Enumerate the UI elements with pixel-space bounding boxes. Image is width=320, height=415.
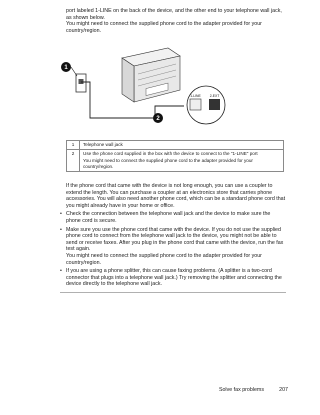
intro-line-2: You might need to connect the supplied phone cord to the adapter provided for your country/region. [66, 21, 262, 34]
port-label-1-line: 1-LINE [190, 94, 201, 98]
intro-line-1: port labeled 1-LINE on the back of the device, and the other end to your telephone wall jack, as shown below. [66, 8, 282, 21]
callout-1 [61, 62, 71, 72]
callout-2 [153, 113, 163, 123]
bullet-text: • Make sure you use the phone cord that came with the device. If you do not use the supplied phone cord to connect from the telephone wall jack to the device, you might not be able to send or receive faxes. After you plug in the phone cord that came with the device, run the fax test again. [66, 226, 284, 253]
bullet-list [60, 211, 286, 288]
footer-page-number: 207 [279, 387, 288, 393]
bullet-item [60, 211, 286, 224]
legend-number: 2 [67, 149, 80, 171]
intro-text [66, 8, 284, 34]
legend-description: Telephone wall jack [83, 142, 123, 147]
connection-illustration [60, 44, 230, 126]
legend-row [67, 149, 284, 171]
legend-text [80, 141, 284, 150]
footer-section-title: Solve fax problems [218, 387, 264, 393]
legend-note: You might need to connect the supplied phone cord to the adapter provided for your country/region. [83, 158, 253, 169]
legend-number: 1 [67, 141, 80, 150]
callout-1-label: 1 [64, 65, 68, 71]
bullet-text: • If you are using a phone splitter, this can cause faxing problems. (A splitter is a two-cord connector that plugs into a telephone wall jack.) Try removing the splitter and connecting the device directly to the telephone wall jack. [66, 268, 282, 288]
bullet-item [60, 268, 286, 288]
wall-jack-illustration [76, 74, 86, 92]
section-divider [60, 292, 286, 293]
bullet-item [60, 227, 286, 267]
bullet-extra: You might need to connect the supplied phone cord to the adapter provided for your country/region. [66, 252, 262, 266]
legend-table [66, 140, 284, 172]
fax-device-illustration [122, 48, 180, 102]
troubleshooting-text [60, 183, 286, 290]
legend-row [67, 141, 284, 150]
legend-text [80, 149, 284, 171]
bullet-text: • Check the connection between the telephone wall jack and the device to make sure the phone cord is secure. [66, 211, 271, 224]
port-label-2-ext: 2-EXT [209, 94, 220, 98]
body-paragraph: If the phone cord that came with the device is not long enough, you can use a coupler to extend the length. You can purchase a coupler at an electronics store that carries phone accessories. You will also need another phone cord, which can be a standard phone cord that you might already have in your home or office. [66, 183, 286, 209]
port-panel-callout [187, 86, 225, 124]
callout-2-label: 2 [156, 116, 160, 122]
legend-description: Use the phone cord supplied in the box with the device to connect to the "1-LINE" port [83, 150, 258, 156]
